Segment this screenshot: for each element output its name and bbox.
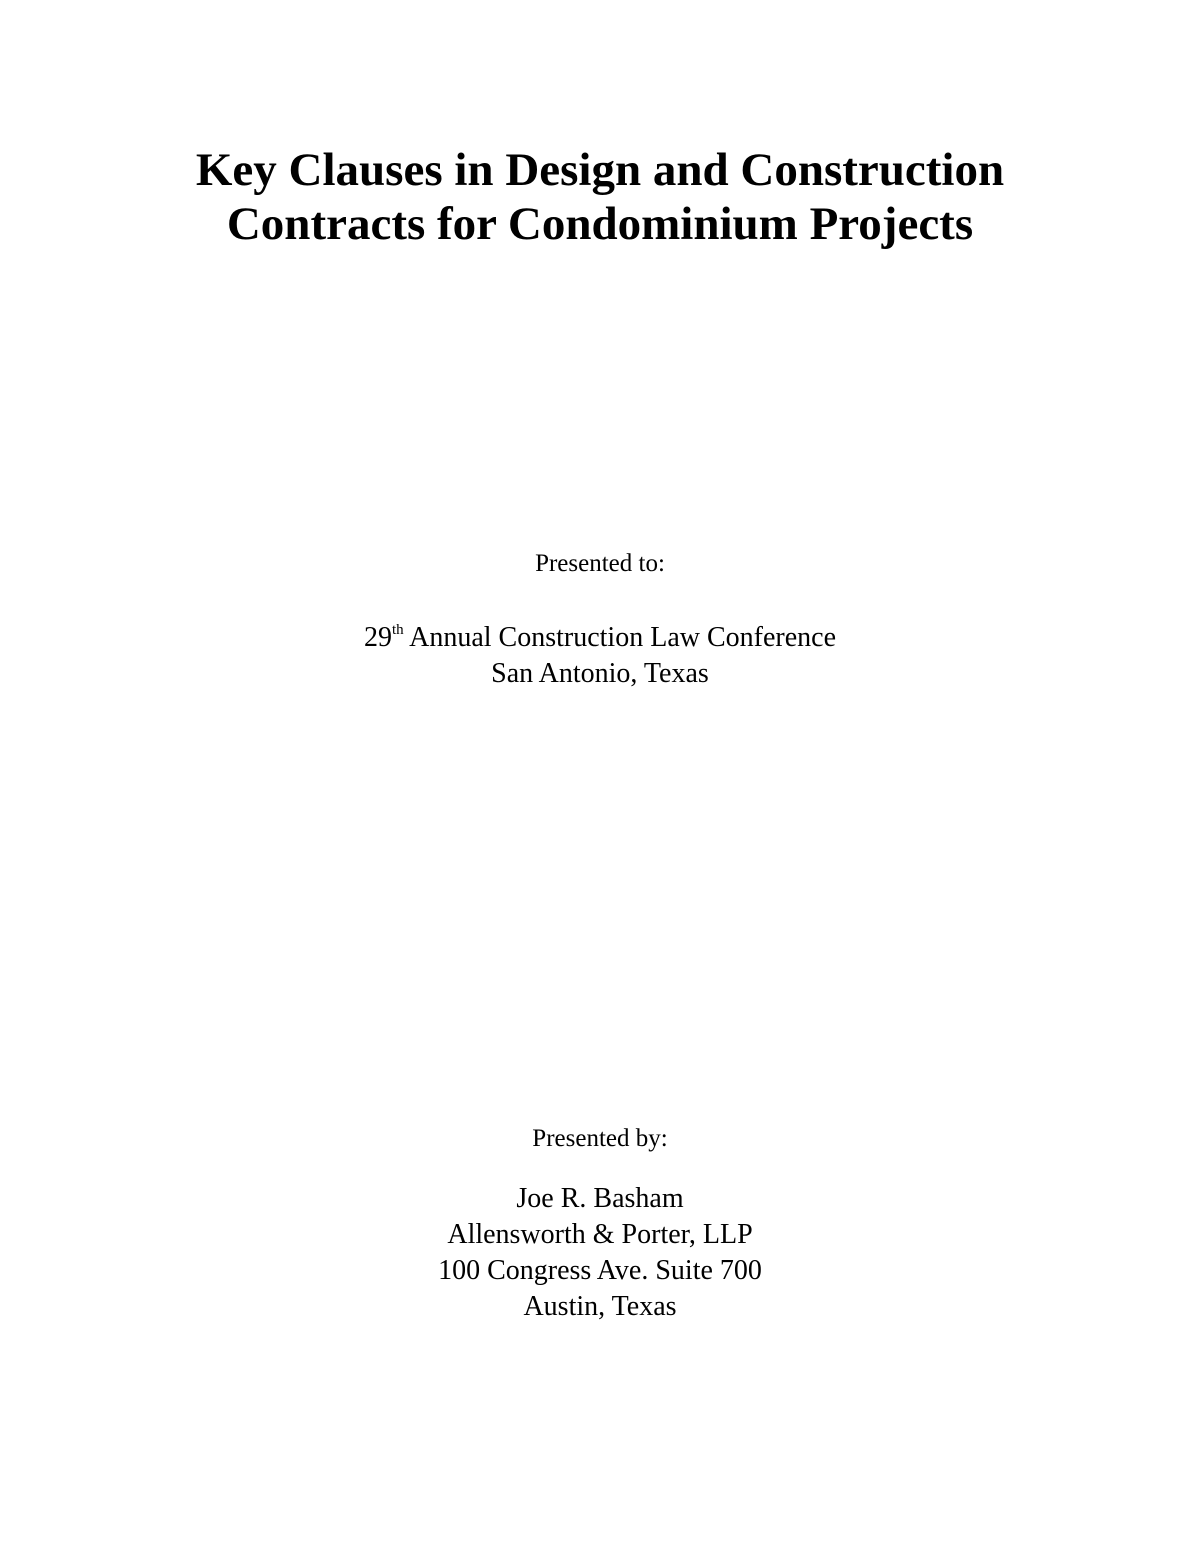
author-name: Joe R. Basham — [516, 1183, 684, 1214]
conference-name: Annual Construction Law Conference — [409, 622, 837, 653]
conference-ordinal: th — [391, 622, 404, 638]
author-address: 100 Congress Ave. Suite 700 — [438, 1255, 762, 1286]
conference-name-line — [0, 620, 1200, 656]
conference-info — [0, 620, 1200, 692]
document-title — [0, 143, 1200, 251]
author-firm: Allensworth & Porter, LLP — [447, 1219, 753, 1250]
title-line-2: Contracts for Condominium Projects — [226, 198, 974, 250]
author-info — [0, 1181, 1200, 1325]
presented-to-label: Presented to: — [535, 550, 665, 577]
presented-by-label: Presented by: — [532, 1125, 668, 1152]
conference-location: San Antonio, Texas — [491, 658, 709, 689]
title-line-1: Key Clauses in Design and Construction — [195, 144, 1005, 196]
conference-number: 29 — [363, 622, 392, 653]
author-city: Austin, Texas — [523, 1291, 677, 1322]
